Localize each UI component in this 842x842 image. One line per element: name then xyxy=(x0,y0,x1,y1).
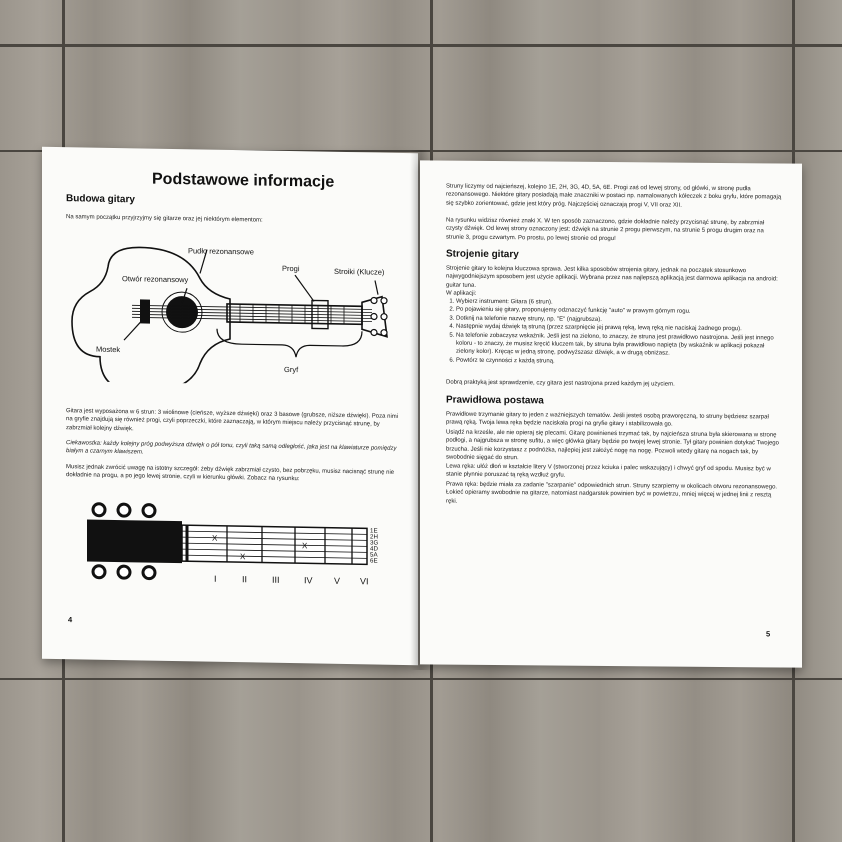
label-otwor: Otwór rezonansowy xyxy=(122,274,189,285)
label-mostek: Mostek xyxy=(96,344,121,355)
string-label: 2H xyxy=(370,533,378,541)
paragraph-x-marks: Na rysunku widzisz również znaki X. W ten sposób zaznaczono, gdzie dokładnie należy przycisnąć strunę, by zabrzmiał czysty dźwięk. Od lewej strony oznaczony jest: dźwięk na strunie 2 progu pierwszym, na strunie 5 progu drugim oraz na strunie 3, progu czwartym. Po prostu, po lewej stronie od progu! xyxy=(446,217,765,242)
x-mark: X xyxy=(302,541,308,551)
x-mark: X xyxy=(240,552,246,562)
section-heading-strojenie: Strojenie gitary xyxy=(446,248,519,261)
fret-label: IV xyxy=(304,575,313,586)
paragraph-postawa-4: Prawa ręka: będzie miała za zadanie "szarpanie" odpowiednich strun. Struny szarpiemy w okolicach otworu rezonansowego. Łokieć opieramy swobodnie na gitarze, natomiast nadgarstek powinien być w powietrzu, mniej więcej w jednej linii z resztą ręki. xyxy=(446,481,778,505)
paragraph-numbering: Struny liczymy od najcieńszej, kolejno 1E, 2H, 3G, 4D, 5A, 6E. Progi zaś od lewej strony, od główki, w stronę pudła rezonansowego. Niektóre gitary posiadają małe znaczniki w postaci np. namalowanych kółeczek z boku gryfu, które pomagają się szybko zorientować, gdzie jest który próg. Najczęściej oznaczają progi V, VII oraz XII. xyxy=(446,183,782,209)
paragraph-postawa-3: Lewa ręka: ułóż dłoń w kształcie litery V (stworzonej przez kciuka i palec wskazujący) i chwyć gryf od spodu. Musisz być w stanie płynnie poruszać tą ręką wzdłuż gryfu. xyxy=(446,463,771,480)
page-title: Podstawowe informacje xyxy=(152,170,335,191)
intro-text: Na samym początku przyjrzyjmy się gitarze oraz jej niektórym elementom: xyxy=(66,214,263,224)
label-progi: Progi xyxy=(282,263,300,274)
section-heading-postawa: Prawidłowa postawa xyxy=(446,394,544,407)
string-label: 6E xyxy=(370,557,378,565)
fret-label: VI xyxy=(360,576,369,587)
fret-label: II xyxy=(242,574,248,585)
string-label: 4D xyxy=(370,545,378,553)
paragraph-postawa-1: Prawidłowe trzymanie gitary to jeden z ważniejszych tematów. Jeśli jesteś osobą praworęczną, to struny będziesz szarpał prawą ręką. Twoja lewa ręka będzie naciskała progi na gryfie gitary i stabilizowała go. xyxy=(446,411,769,428)
tuning-step: 2. Po pojawieniu się gitary, proponujemy odznaczyć funkcję "auto" w prawym górnym rogu. xyxy=(456,306,782,317)
string-label: 3G xyxy=(370,539,379,547)
floor-seam xyxy=(0,678,842,680)
tuning-step: 1. Wybierz instrument: Gitara (6 strun). xyxy=(456,298,782,309)
string-labels xyxy=(370,528,378,564)
w-aplikacji-label: W aplikacji: xyxy=(446,290,477,297)
paragraph-strings: Gitara jest wyposażona w 6 strun: 3 wiolinowe (cieńsze, wyższe dźwięki) oraz 3 basowe (grubsze, niższe dźwięki). Poza nimi na gryfie znajdują się również progi, czyli poprzeczki, które zaznaczają, w którym miejscu należy przycisnąć strunę, by zabrzmiał kolejny dźwięk. xyxy=(66,408,399,433)
paragraph-strojenie: Strojenie gitary to kolejna kluczowa sprawa. Jest kilka sposobów strojenia gitary, jednak na początek stosunkowo najwygodniejszym sposobem jest użycie aplikacji. Wybrana przez nas najlepszą aplikacją jest darmowa aplikacja na android: guitar tuna. xyxy=(446,265,778,289)
fret-label: V xyxy=(334,575,341,586)
page-number: 5 xyxy=(766,629,771,639)
section-heading-budowa: Budowa gitary xyxy=(66,193,135,206)
left-page xyxy=(42,147,418,666)
floor-seam xyxy=(0,44,842,47)
paragraph-postawa-2: Usiądź na krześle, ale nie opieraj się plecami. Gitarę powinieneś trzymać tak, by najcieńsza struna była skierowana w stronę podłogi, a najgrubsza w stronę sufitu, a więc główka gitary będzie po twojej lewej stronie. Tył gitary powinien dotykać Twojego brzucha. Jeśli nie korzystasz z podnóżka, najlepiej jest założyć nogę na nogę. Pozwoli wtedy gitarę na nogach tak, by swobodnie sięgać do strun. xyxy=(446,429,779,462)
paragraph-detail: Musisz jednak zwrócić uwagę na istotny szczegół: żeby dźwięk zabrzmiał czysto, bez pobrzęku, musisz nacisnąć strunę nie dokładnie na progu, a po jego lewej stronie, czyli w kierunku główki. Zobacz na rysunku: xyxy=(66,464,395,483)
paragraph-ciekawostka: Ciekawostka: każdy kolejny próg podwyższa dźwięk o pół tonu, czyli taką samą odległość, jaka jest na klawiaturze pomiędzy białym a czarnym klawiszem. xyxy=(66,440,397,456)
x-mark: X xyxy=(212,533,218,543)
tuning-step: 6. Powtórz te czynności z każdą struną. xyxy=(456,356,782,367)
label-pudlo: Pudło rezonansowe xyxy=(188,246,254,257)
fretboard-diagram xyxy=(42,495,418,612)
label-stroiki: Stroiki (Klucze) xyxy=(334,266,385,277)
tuning-step: 4. Następnie wydaj dźwięk tą struną (przez szarpnięcie jej prawą ręką, lewą ręką nie naciskaj żadnego progu). xyxy=(456,323,782,334)
fret-label: III xyxy=(272,574,280,585)
paragraph-dobra-praktyka: Dobrą praktyką jest sprawdzenie, czy gitara jest nastrojona przed każdym jej użyciem. xyxy=(446,379,675,388)
page-number: 4 xyxy=(68,615,73,625)
tuning-steps-list xyxy=(446,298,782,368)
label-gryf: Gryf xyxy=(284,364,299,375)
right-page xyxy=(420,160,802,667)
string-label: 1E xyxy=(370,527,378,535)
fret-label: I xyxy=(214,573,217,584)
string-label: 5A xyxy=(370,551,378,559)
tuning-step: 3. Dotknij na telefonie nazwę struny, np. "E" (najgrubsza). xyxy=(456,314,782,325)
tuning-step: 5. Na telefonie zobaczysz wskaźnik. Jeśli jest na zielono, to znaczy, że struna jest prawidłowo nastrojona. Jeśli jest innego koloru - to znaczy, że musisz kręcić kluczem tak, by struna była prawidłowo napięta (by wskaźnik w aplikacji pokazał zielony kolor). Kręcąc w jedną stronę, podwyższasz dźwięk, a w drugą obniżasz. xyxy=(456,331,782,359)
